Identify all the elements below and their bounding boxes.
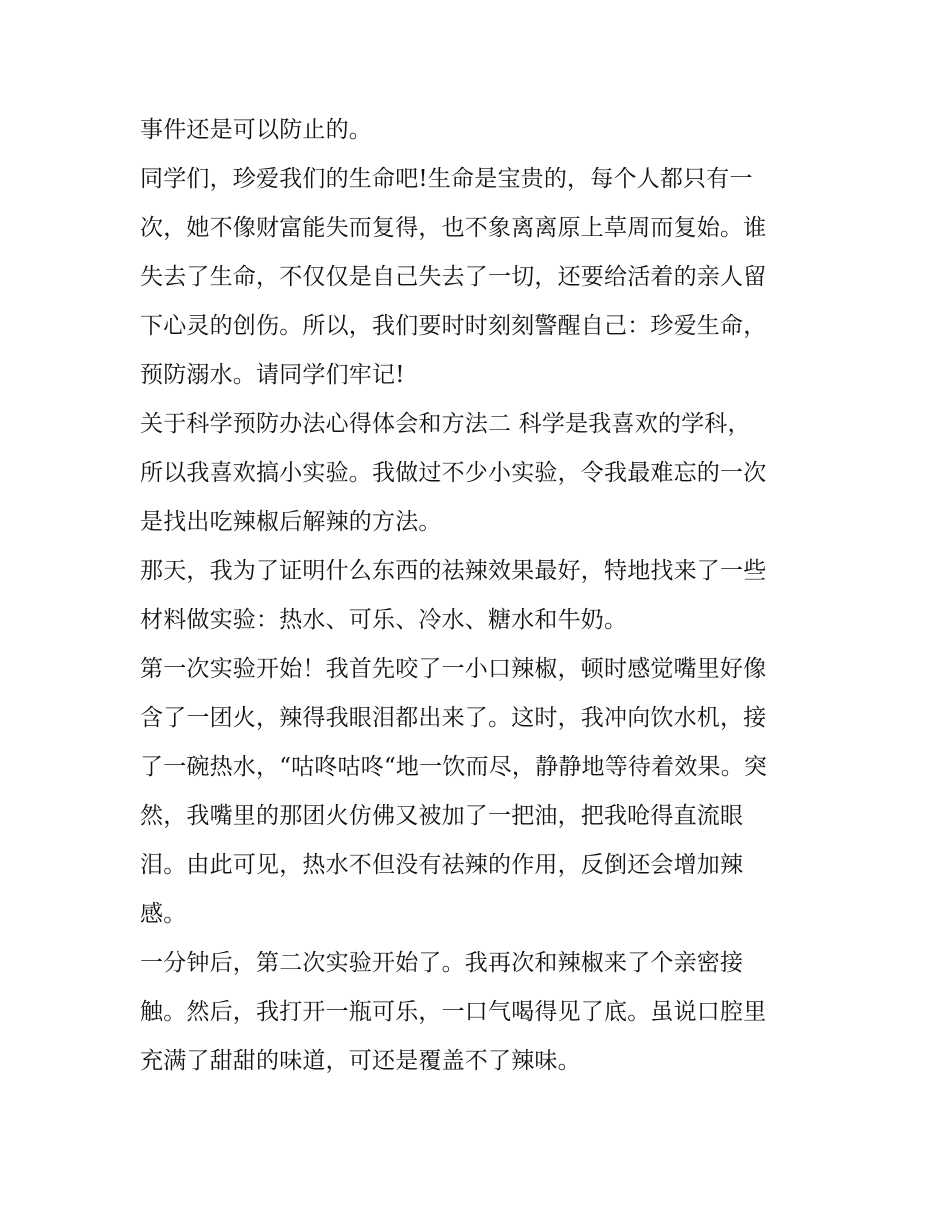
text-line: 一分钟后，第二次实验开始了。我再次和辣椒来了个亲密接: [140, 950, 744, 976]
text-line: 次，她不像财富能失而复得，也不象离离原上草周而复始。谁: [140, 215, 767, 241]
text-line: 充满了甜甜的味道，可还是覆盖不了辣味。: [140, 1048, 581, 1074]
text-line: 失去了生命，不仅仅是自己失去了一切，还要给活着的亲人留: [140, 264, 767, 290]
text-line: 材料做实验：热水、可乐、冷水、糖水和牛奶。: [140, 607, 628, 633]
document-body: [140, 106, 820, 1086]
text-line: 预防溺水。请同学们牢记!: [140, 362, 405, 388]
text-line: 下心灵的创伤。所以，我们要时时刻刻警醒自己：珍爱生命，: [140, 313, 767, 339]
text-line: 那天，我为了证明什么东西的祛辣效果最好，特地找来了一些: [140, 558, 767, 584]
text-line: 事件还是可以防止的。: [140, 117, 372, 143]
text-line: 所以我喜欢搞小实验。我做过不少小实验，令我最难忘的一次: [140, 460, 767, 486]
text-line: 含了一团火，辣得我眼泪都出来了。这时，我冲向饮水机，接: [140, 705, 767, 731]
text-line: 关于科学预防办法心得体会和方法二 科学是我喜欢的学科，: [140, 411, 751, 437]
text-line: 第一次实验开始！我首先咬了一小口辣椒，顿时感觉嘴里好像: [140, 656, 767, 682]
text-line: 然，我嘴里的那团火仿佛又被加了一把油，把我呛得直流眼: [140, 803, 744, 829]
text-line: 同学们，珍爱我们的生命吧!生命是宝贵的，每个人都只有一: [140, 166, 753, 192]
text-line: 泪。由此可见，热水不但没有祛辣的作用，反倒还会增加辣: [140, 852, 744, 878]
text-line: 触。然后，我打开一瓶可乐，一口气喝得见了底。虽说口腔里: [140, 999, 767, 1025]
text-line: 是找出吃辣椒后解辣的方法。: [140, 509, 442, 535]
text-line: 了一碗热水，“咕咚咕咚“地一饮而尽，静静地等待着效果。突: [140, 754, 768, 780]
text-line: 感。: [140, 901, 187, 927]
